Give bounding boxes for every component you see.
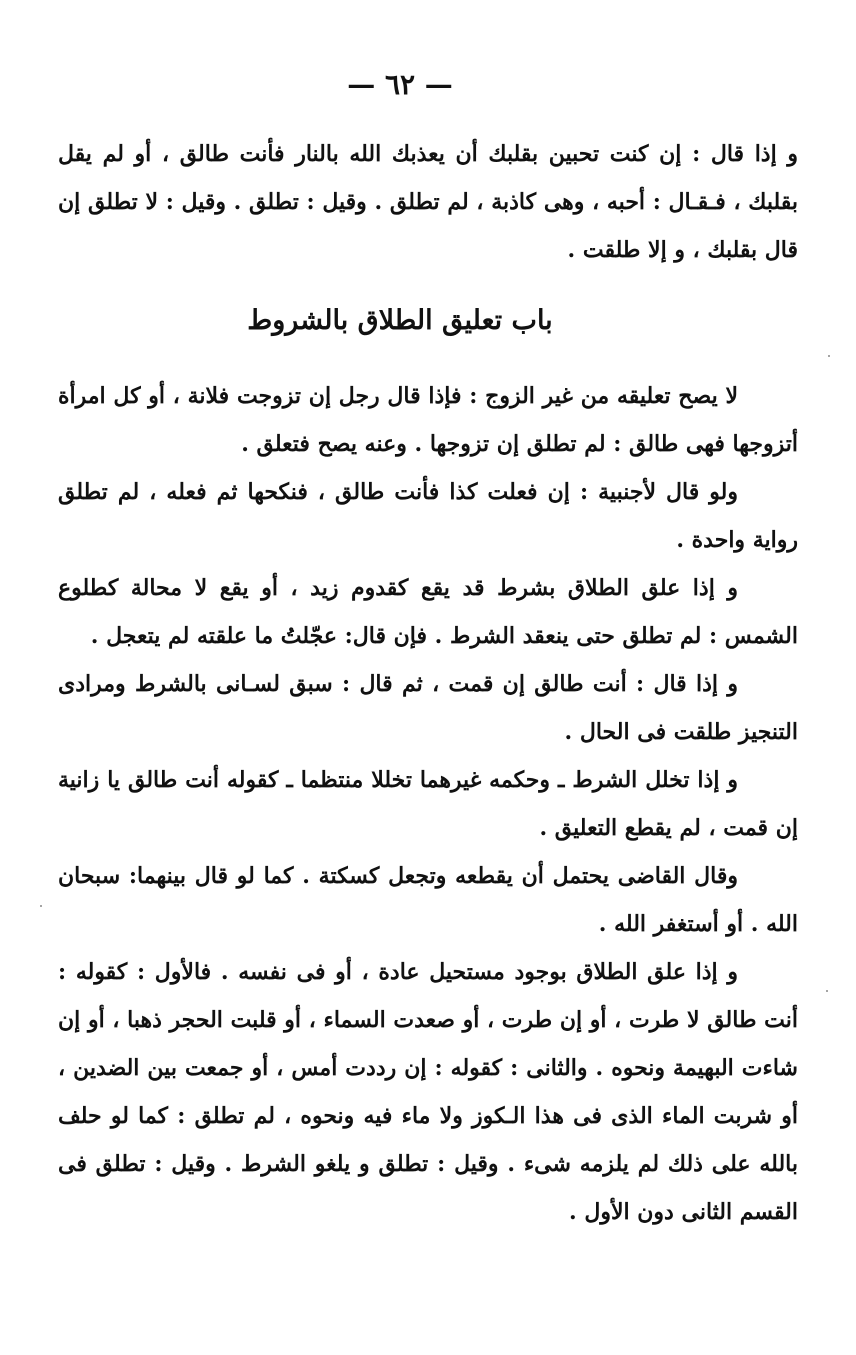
page-number: — ٦٢ — [347, 68, 453, 101]
paragraph: وقال القاضى يحتمل أن يقطعه وتجعل كسكتة . كما لو قال بينهما: سبحان الله . أو أستغفر الله . [58, 863, 798, 937]
paragraph: و إذا قال : إن كنت تحبين بقلبك أن يعذبك الله بالنار فأنت طالق ، أو لم يقل بقلبك ، فـقـال : أحبه ، وهى كاذبة ، لم تطلق . وقيل : تطلق . وقيل : لا تطلق إن قال بقلبك ، و إلا طلقت . [58, 141, 798, 263]
paragraph: لا يصح تعليقه من غير الزوج : فإذا قال رجل إن تزوجت فلانة ، أو كل امرأة أتزوجها فهى طالق : لم تطلق إن تزوجها . وعنه يصح فتعلق . [58, 383, 798, 457]
scan-speck [826, 990, 828, 992]
paragraph: و إذا علق الطلاق بشرط قد يقع كقدوم زيد ، أو يقع لا محالة كطلوع الشمس : لم تطلق حتى ينعقد الشرط . فإن قال: عجّلتُ ما علقته لم يتعجل . [58, 575, 798, 649]
scan-speck [828, 355, 830, 357]
intro-text [58, 130, 798, 274]
paragraph: و إذا علق الطلاق بوجود مستحيل عادة ، أو فى نفسه . فالأول : كقوله : أنت طالق لا طرت ، أو إن طرت ، أو صعدت السماء ، أو قلبت الحجر ذهبا ، أو إن شاءت البهيمة ونحوه . والثانى : كقوله : إن رددت أمس ، أو جمعت بين الضدين ، أو شربت الماء الذى فى هذا الـكوز ولا ماء فيه ونحوه ، لم تطلق : كما لو حلف بالله على ذلك لم يلزمه شىء . وقيل : تطلق و يلغو الشرط . وقيل : تطلق فى القسم الثانى دون الأول . [58, 959, 798, 1225]
section-body [58, 372, 798, 1236]
scan-speck [40, 905, 42, 907]
paragraph: و إذا قال : أنت طالق إن قمت ، ثم قال : سبق لسـانى بالشرط ومرادى التنجيز طلقت فى الحال . [58, 671, 798, 745]
section-heading: باب تعليق الطلاق بالشروط [247, 305, 553, 336]
paragraph: ولو قال لأجنبية : إن فعلت كذا فأنت طالق ، فنكحها ثم فعله ، لم تطلق رواية واحدة . [58, 479, 798, 553]
paragraph: و إذا تخلل الشرط ـ وحكمه غيرهما تخللا منتظما ـ كقوله أنت طالق يا زانية إن قمت ، لم يقطع التعليق . [58, 767, 798, 841]
